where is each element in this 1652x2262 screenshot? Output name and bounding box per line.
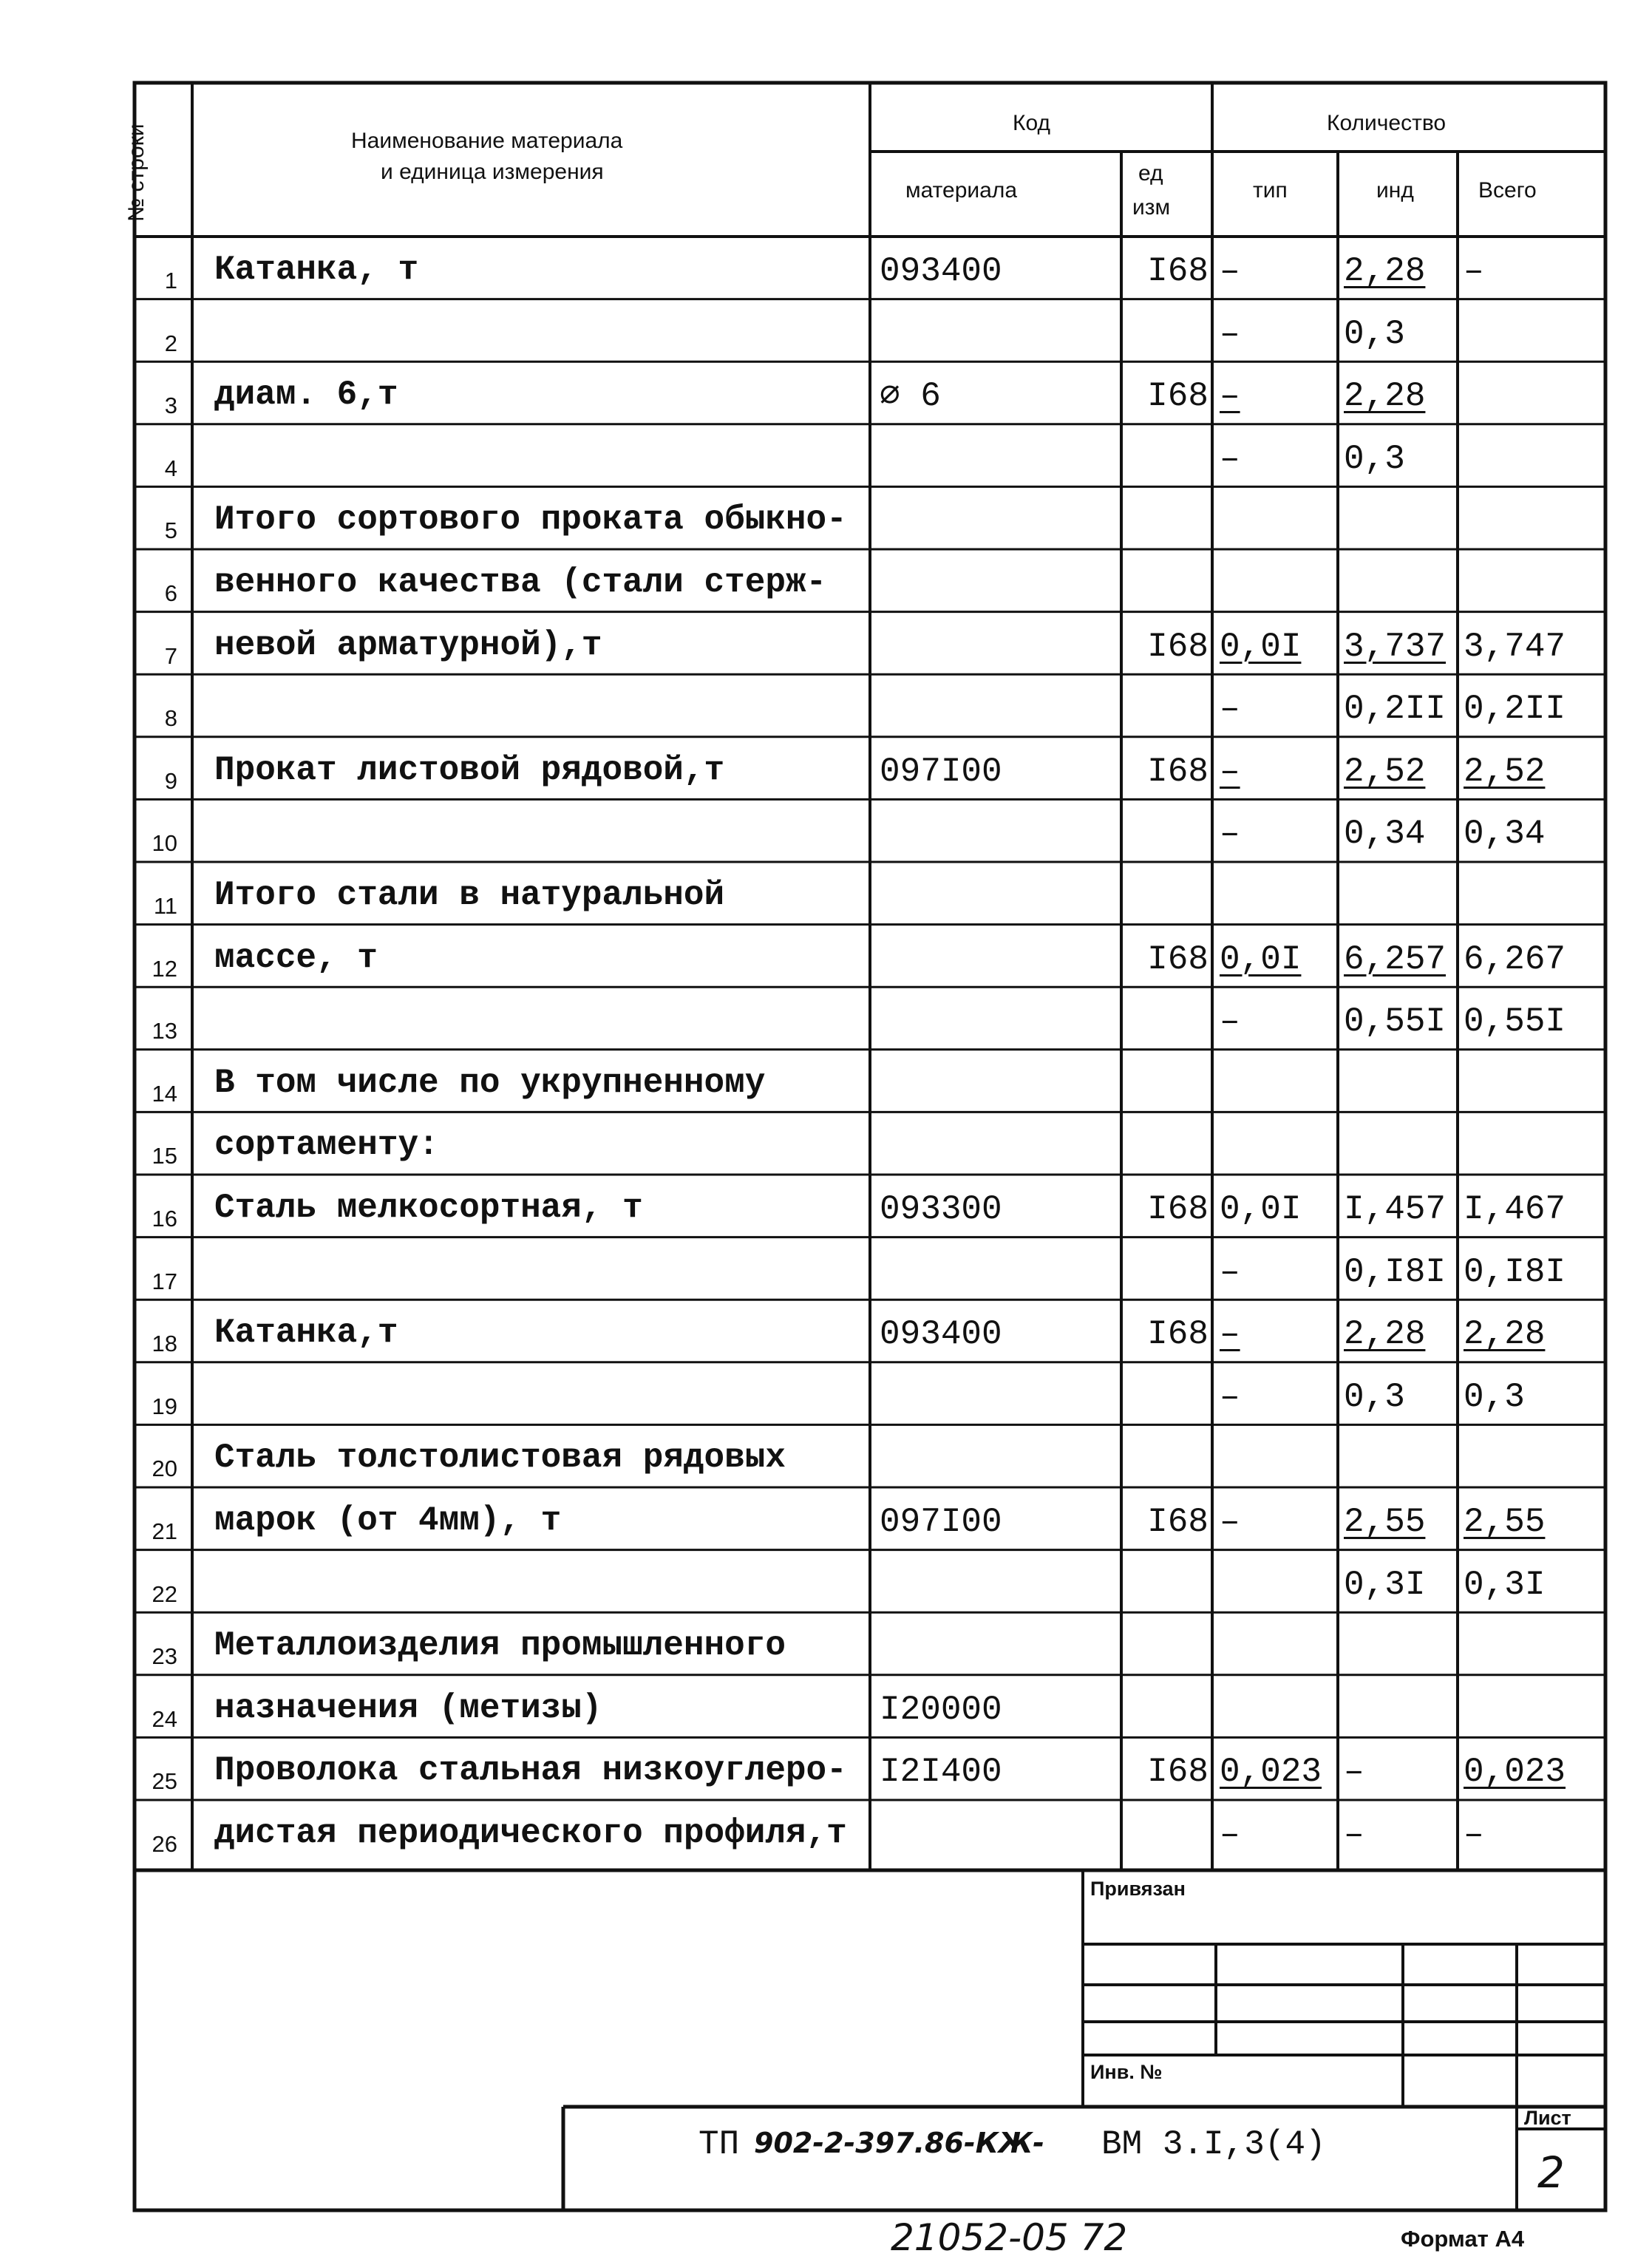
material-name: Металлоизделия промышленного	[214, 1626, 786, 1665]
qty-total: 3,747	[1464, 627, 1566, 666]
qty-total: 0,34	[1464, 815, 1546, 854]
material-name: Сталь толстолистовая рядовых	[214, 1439, 786, 1478]
qty-ind: 0,3	[1344, 1377, 1405, 1416]
material-name: невой арматурной),т	[214, 625, 602, 665]
qty-ind: 0,3	[1344, 439, 1405, 478]
row-number: 23	[152, 1643, 177, 1670]
qty-ind: 2,52	[1344, 752, 1426, 791]
qty-ind: 0,2II	[1344, 690, 1447, 729]
qty-type: –	[1220, 1503, 1240, 1541]
qty-type: –	[1220, 314, 1240, 353]
qty-type: –	[1220, 815, 1240, 854]
qty-ind: 2,55	[1344, 1503, 1426, 1541]
row-number: 11	[153, 893, 177, 919]
qty-type: 0,0I	[1220, 1190, 1302, 1229]
material-name: диам. 6,т	[214, 376, 398, 415]
qty-ind: 2,28	[1344, 377, 1426, 416]
row-number: 26	[152, 1831, 177, 1857]
unit-code: I68	[1147, 1190, 1209, 1229]
qty-ind-header: инд	[1376, 178, 1414, 203]
qty-type: –	[1220, 439, 1240, 478]
row-number: 15	[152, 1143, 177, 1169]
material-code: 097I00	[880, 1503, 1002, 1541]
code-unit-header-2: изм	[1132, 195, 1171, 220]
qty-type: –	[1220, 252, 1240, 291]
material-code: 093400	[880, 252, 1002, 291]
row-number: 18	[152, 1331, 177, 1357]
material-name: массе, т	[214, 938, 378, 977]
qty-ind: 0,34	[1344, 815, 1426, 854]
material-code: ∅ 6	[880, 377, 941, 416]
inventory-number-label: Инв. №	[1090, 2061, 1163, 2083]
material-code: 097I00	[880, 752, 1002, 791]
row-number: 7	[164, 642, 177, 669]
qty-ind: 0,I8I	[1344, 1252, 1447, 1291]
row-number: 12	[152, 955, 177, 982]
row-number: 16	[152, 1206, 177, 1232]
material-code: 093300	[880, 1190, 1002, 1229]
qty-type: –	[1220, 1002, 1240, 1042]
row-number: 13	[152, 1018, 177, 1045]
row-number: 10	[152, 830, 177, 857]
qty-total: 0,55I	[1464, 1002, 1566, 1042]
doc-code-handwritten: 902-2-397.86-КЖ-	[754, 2127, 1045, 2159]
unit-code: I68	[1147, 1315, 1209, 1354]
code-group-header: Код	[1013, 111, 1051, 135]
qty-ind: 0,55I	[1344, 1002, 1447, 1042]
code-unit-header-1: ед	[1138, 161, 1163, 186]
row-number: 8	[164, 705, 177, 732]
qty-ind: 0,3I	[1344, 1565, 1426, 1604]
qty-ind: 2,28	[1344, 252, 1426, 291]
qty-type: –	[1220, 1315, 1240, 1354]
qty-total: 6,267	[1464, 940, 1566, 979]
row-number: 9	[164, 767, 177, 794]
material-name: назначения (метизы)	[214, 1688, 602, 1728]
material-code: I2I400	[880, 1753, 1002, 1792]
material-name: Итого стали в натуральной	[214, 876, 725, 914]
material-code: 093400	[880, 1315, 1002, 1354]
row-number: 5	[164, 517, 177, 544]
material-name: Катанка, т	[214, 251, 419, 289]
qty-type: –	[1220, 1816, 1240, 1854]
qty-type: 0,023	[1220, 1753, 1322, 1792]
qty-ind: –	[1344, 1816, 1364, 1854]
qty-total: 2,28	[1464, 1315, 1546, 1354]
sheet-number: 2	[1537, 2147, 1565, 2198]
material-name: венного качества (стали стерж-	[214, 563, 827, 602]
qty-total: 2,52	[1464, 752, 1546, 791]
material-name: марок (от 4мм), т	[214, 1501, 562, 1540]
row-number: 14	[152, 1080, 177, 1107]
qty-total-header: Всего	[1478, 178, 1537, 203]
row-number: 3	[164, 393, 177, 419]
qty-total: 2,55	[1464, 1503, 1546, 1541]
unit-code: I68	[1147, 752, 1209, 791]
row-number: 4	[164, 455, 177, 481]
row-number: 21	[152, 1518, 177, 1544]
qty-total: I,467	[1464, 1190, 1566, 1229]
qty-total: 0,I8I	[1464, 1252, 1566, 1291]
qty-ind: 2,28	[1344, 1315, 1426, 1354]
row-number: 6	[164, 580, 177, 606]
material-code: I20000	[880, 1690, 1002, 1729]
material-name: Сталь мелкосортная, т	[214, 1189, 643, 1227]
unit-code: I68	[1147, 252, 1209, 291]
qty-group-header: Количество	[1327, 111, 1447, 135]
row-number: 19	[152, 1393, 177, 1419]
qty-total: –	[1464, 252, 1484, 291]
material-name: Проволока стальная низкоуглеро-	[214, 1751, 847, 1790]
name-header-line2: и единица измерения	[381, 160, 604, 184]
material-name: сортаменту:	[214, 1126, 439, 1165]
row-number: 20	[152, 1456, 177, 1482]
row-number: 1	[164, 268, 177, 293]
qty-total: 0,3	[1464, 1377, 1525, 1416]
qty-total: 0,023	[1464, 1753, 1566, 1792]
row-number: 24	[152, 1705, 177, 1732]
qty-type: –	[1220, 1252, 1240, 1291]
qty-ind: 3,737	[1344, 627, 1447, 666]
doc-code-prefix: ТП	[698, 2125, 740, 2164]
unit-code: I68	[1147, 940, 1209, 979]
qty-ind: I,457	[1344, 1190, 1447, 1229]
doc-code-suffix: ВМ 3.I,3(4)	[1101, 2125, 1326, 2164]
row-number: 25	[152, 1768, 177, 1795]
qty-type-header: тип	[1253, 178, 1288, 203]
qty-type: –	[1220, 377, 1240, 416]
code-material-header: материала	[905, 178, 1018, 203]
archive-number: 21052-05 72	[891, 2216, 1128, 2259]
qty-type: 0,0I	[1220, 940, 1302, 979]
qty-ind: 0,3	[1344, 314, 1405, 353]
privyazan-label: Привязан	[1090, 1878, 1186, 1900]
qty-total: 0,2II	[1464, 690, 1566, 729]
qty-ind: –	[1344, 1753, 1364, 1792]
row-number: 2	[164, 330, 177, 356]
unit-code: I68	[1147, 377, 1209, 416]
qty-type: 0,0I	[1220, 627, 1302, 666]
unit-code: I68	[1147, 1503, 1209, 1541]
qty-total: 0,3I	[1464, 1565, 1546, 1604]
name-header-line1: Наименование материала	[351, 129, 623, 153]
qty-type: –	[1220, 690, 1240, 729]
sheet-label: Лист	[1524, 2107, 1571, 2129]
unit-code: I68	[1147, 1753, 1209, 1792]
qty-type: –	[1220, 1377, 1240, 1416]
unit-code: I68	[1147, 627, 1209, 666]
qty-total: –	[1464, 1816, 1484, 1854]
row-number: 17	[152, 1268, 177, 1294]
material-name: Катанка,т	[214, 1314, 398, 1353]
row-number-header: № строки	[124, 123, 149, 222]
material-name: Итого сортового проката обыкно-	[214, 500, 847, 540]
row-number: 22	[152, 1580, 177, 1607]
qty-type: –	[1220, 752, 1240, 791]
material-name: В том числе по укрупненному	[214, 1063, 766, 1102]
material-name: Прокат листовой рядовой,т	[214, 750, 725, 789]
material-name: дистая периодического профиля,т	[214, 1814, 847, 1852]
qty-ind: 6,257	[1344, 940, 1447, 979]
format-label: Формат А4	[1401, 2226, 1525, 2252]
